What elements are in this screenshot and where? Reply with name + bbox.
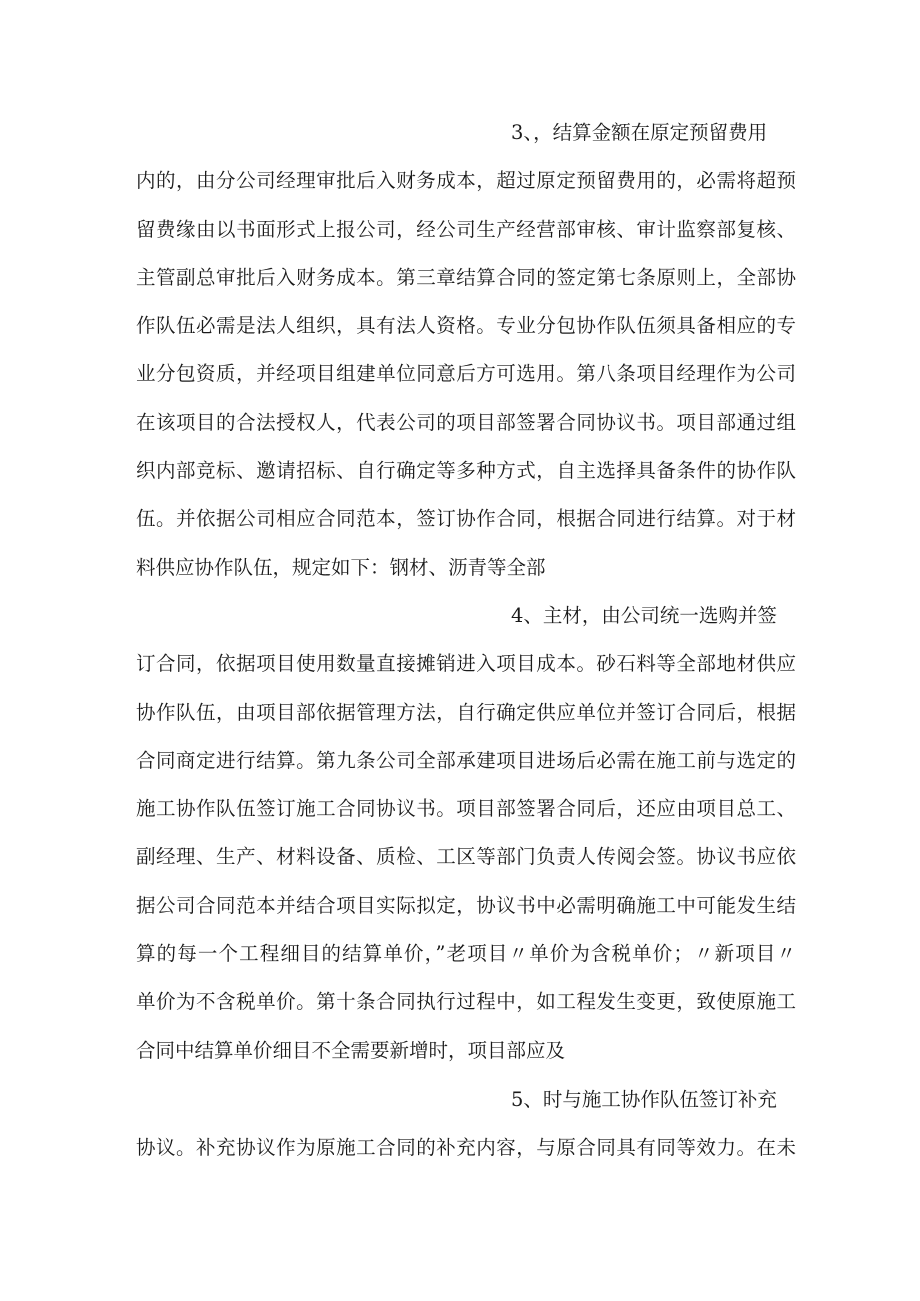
text-line: 在该项目的合法授权人，代表公司的项目部签署合同协议书。项目部通过组 bbox=[136, 410, 796, 434]
section-heading: 4、主材，由公司统一选购并签 bbox=[511, 604, 777, 627]
text-line: 内的，由分公司经理审批后入财务成本，超过原定预留费用的，必需将超预 bbox=[136, 169, 796, 193]
text-line: 作队伍必需是法人组织，具有法人资格。专业分包协作队伍须具备相应的专 bbox=[136, 314, 796, 338]
text-line: 业分包资质，并经项目组建单位同意后方可选用。第八条项目经理作为公司 bbox=[136, 362, 796, 386]
section-3 bbox=[136, 109, 796, 592]
text-line: 协议。补充协议作为原施工合同的补充内容，与原合同具有同等效力。在未 bbox=[136, 1136, 796, 1160]
text-line: 施工协作队伍签订施工合同协议书。项目部签署合同后，还应由项目总工、 bbox=[136, 797, 796, 821]
section-heading: 5、时与施工协作队伍签订补充 bbox=[511, 1088, 777, 1111]
text-line: 料供应协作队伍，规定如下：钢材、沥青等全部 bbox=[136, 555, 546, 579]
text-line: 订合同，依据项目使用数量直接摊销进入项目成本。砂石料等全部地材供应 bbox=[136, 652, 796, 676]
text-line: 据公司合同范本并结合项目实际拟定，协议书中必需明确施工中可能发生结 bbox=[136, 893, 796, 917]
text-line: 主管副总审批后入财务成本。第三章结算合同的签定第七条原则上，全部协 bbox=[136, 265, 796, 289]
text-line: 单价为不含税单价。第十条合同执行过程中，如工程发生变更，致使原施工 bbox=[136, 990, 796, 1014]
text-line: 副经理、生产、材料设备、质检、工区等部门负责人传阅会签。协议书应依 bbox=[136, 845, 796, 869]
text-line: 伍。并依据公司相应合同范本，签订协作合同，根据合同进行结算。对于材 bbox=[136, 507, 796, 531]
text-line: 协作队伍，由项目部依据管理方法，自行确定供应单位并签订合同后，根据 bbox=[136, 700, 796, 724]
text-line: 织内部竞标、邀请招标、自行确定等多种方式，自主选择具备条件的协作队 bbox=[136, 459, 796, 483]
text-line: 合同中结算单价细目不全需要新增时，项目部应及 bbox=[136, 1038, 566, 1062]
text-line: 合同商定进行结算。第九条公司全部承建项目进场后必需在施工前与选定的 bbox=[136, 748, 796, 772]
text-line: 留费缘由以书面形式上报公司，经公司生产经营部审核、审计监察部复核、 bbox=[136, 217, 796, 241]
section-4 bbox=[136, 592, 796, 1075]
section-5 bbox=[136, 1076, 796, 1173]
section-heading: 3、，结算金额在原定预留费用 bbox=[511, 121, 768, 144]
text-line: 算的每一个工程细目的结算单价，”老项目〃单价为含税单价；〃新项目〃 bbox=[136, 942, 796, 966]
